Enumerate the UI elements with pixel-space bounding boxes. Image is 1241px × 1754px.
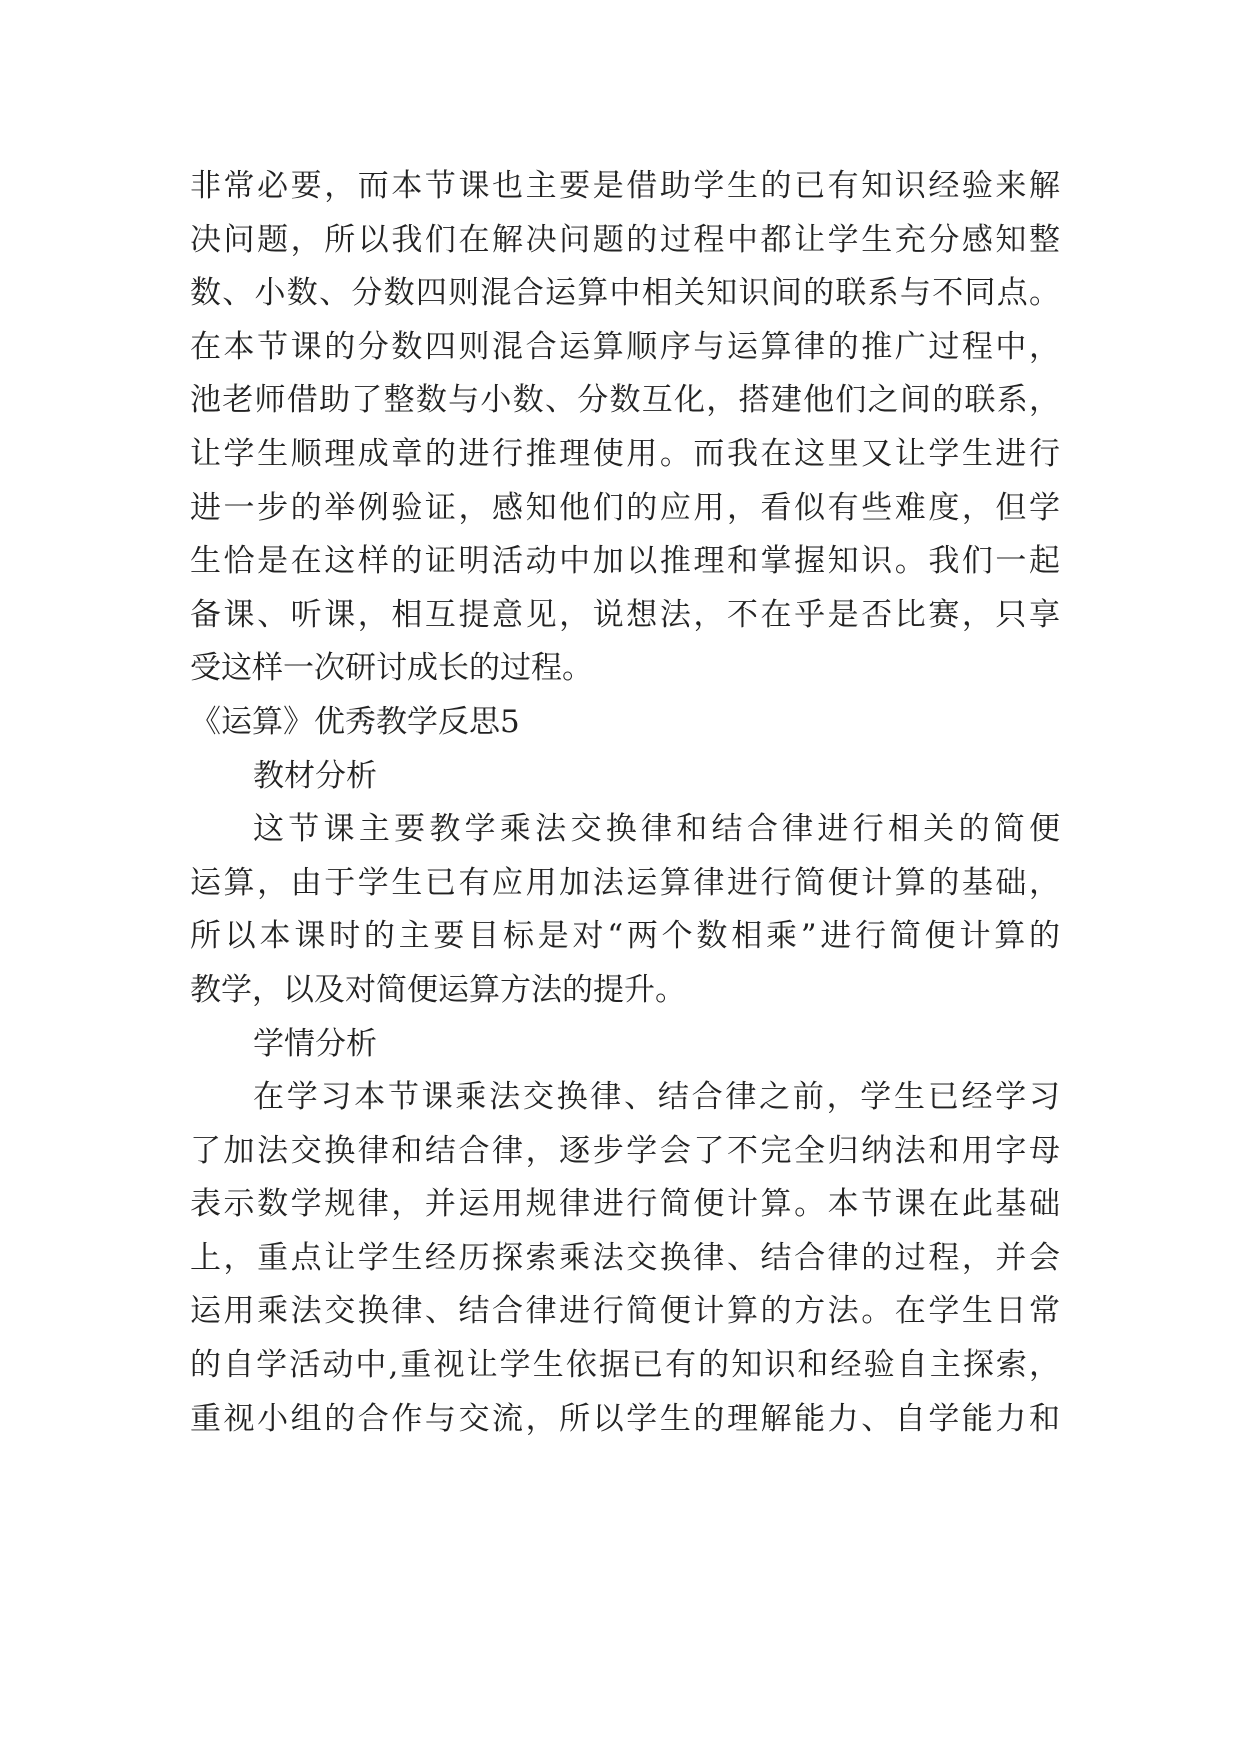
text-line: 运算，由于学生已有应用加法运算律进行简便计算的基础，	[190, 864, 1060, 901]
text-line: 生恰是在这样的证明活动中加以推理和掌握知识。我们一起	[190, 543, 1060, 580]
document-body	[190, 160, 1060, 1446]
text-line: 运用乘法交换律、结合律进行简便计算的方法。在学生日常	[190, 1293, 1060, 1330]
subsection-heading-textbook-analysis: 教材分析	[253, 757, 377, 794]
text-line: 非常必要，而本节课也主要是借助学生的已有知识经验来解	[190, 168, 1060, 204]
text-line: 进一步的举例验证，感知他们的应用，看似有些难度，但学	[190, 489, 1060, 526]
text-line: 重视小组的合作与交流，所以学生的理解能力、自学能力和	[190, 1400, 1060, 1437]
text-line: 这节课主要教学乘法交换律和结合律进行相关的简便	[253, 811, 1060, 848]
text-line: 上，重点让学生经历探索乘法交换律、结合律的过程，并会	[190, 1239, 1060, 1276]
text-line: 在学习本节课乘法交换律、结合律之前，学生已经学习	[253, 1079, 1060, 1116]
text-line: 决问题，所以我们在解决问题的过程中都让学生充分感知整	[190, 221, 1060, 258]
text-line: 备课、听课，相互提意见，说想法，不在乎是否比赛，只享	[190, 596, 1060, 633]
text-line: 让学生顺理成章的进行推理使用。而我在这里又让学生进行	[190, 435, 1060, 472]
section-title: 《运算》优秀教学反思5	[190, 703, 520, 740]
subsection-heading-student-analysis: 学情分析	[253, 1025, 377, 1062]
text-line: 池老师借助了整数与小数、分数互化，搭建他们之间的联系，	[190, 382, 1060, 419]
text-line: 在本节课的分数四则混合运算顺序与运算律的推广过程中，	[190, 328, 1060, 365]
text-line: 表示数学规律，并运用规律进行简便计算。本节课在此基础	[190, 1186, 1060, 1223]
text-line: 所以本课时的主要目标是对“两个数相乘”进行简便计算的	[190, 918, 1060, 955]
text-line: 受这样一次研讨成长的过程。	[190, 650, 593, 687]
text-line: 数、小数、分数四则混合运算中相关知识间的联系与不同点。	[190, 275, 1060, 312]
text-line: 了加法交换律和结合律，逐步学会了不完全归纳法和用字母	[190, 1132, 1060, 1169]
text-line: 的自学活动中,重视让学生依据已有的知识和经验自主探索，	[190, 1347, 1060, 1384]
text-line: 教学，以及对简便运算方法的提升。	[190, 971, 686, 1008]
